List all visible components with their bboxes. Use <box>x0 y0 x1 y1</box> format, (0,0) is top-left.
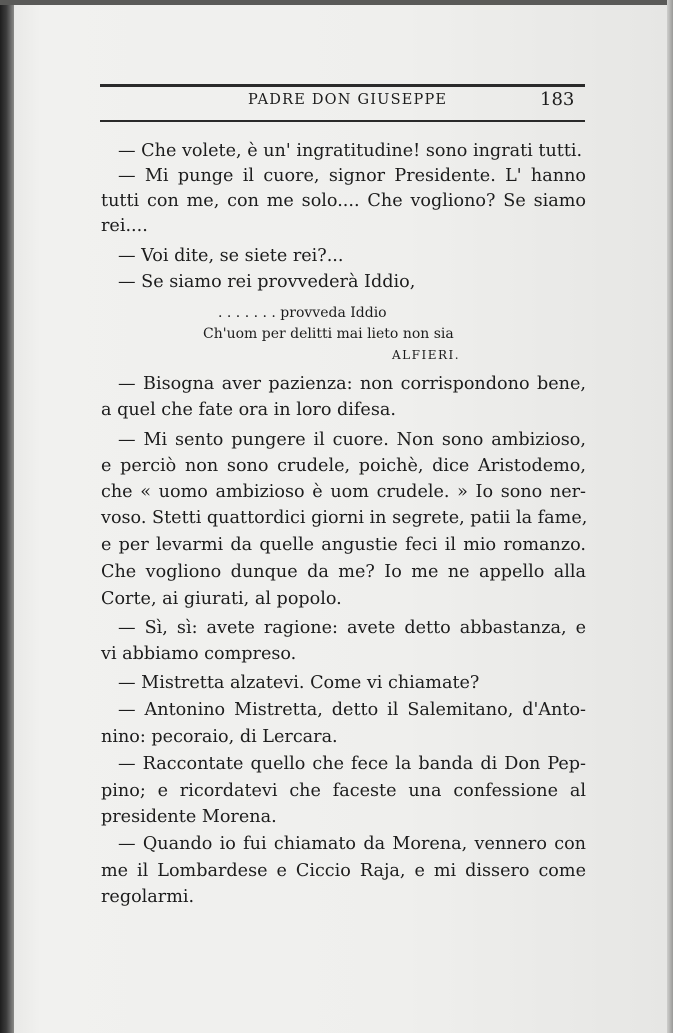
quote-line: . . . . . . . provveda Iddio <box>218 305 387 321</box>
page-top-edge <box>0 0 673 5</box>
text-line: che « uomo ambizioso è uom crudele. » Io sono ner- <box>101 482 586 502</box>
text-line: — Sì, sì: avete ragione: avete detto abbastanza, e <box>118 618 586 638</box>
quote-line: Ch'uom per delitti mai lieto non sia <box>203 326 454 342</box>
text-line: nino: pecoraio, di Lercara. <box>101 727 338 747</box>
text-line: e per levarmi da quelle angustie feci il mio romanzo. <box>101 535 586 555</box>
quote-attribution: ALFIERI. <box>392 348 461 362</box>
text-line: — Bisogna aver pazienza: non corrispondono bene, <box>118 374 586 394</box>
text-line: Che vogliono dunque da me? Io me ne appello alla <box>101 562 586 582</box>
page-number: 183 <box>540 89 575 110</box>
text-line: tutti con me, con me solo.... Che vogliono? Se siamo <box>101 191 586 211</box>
text-line: — Voi dite, se siete rei?... <box>118 246 344 266</box>
text-line: me il Lombardese e Ciccio Raja, e mi dissero come <box>101 861 586 881</box>
text-line: a quel che fate ora in loro difesa. <box>101 400 396 420</box>
text-line: rei.... <box>101 216 148 236</box>
page-right-edge <box>667 0 673 1033</box>
text-line: pino; e ricordatevi che faceste una confessione al <box>101 781 586 801</box>
header-rule-bottom <box>100 120 585 122</box>
book-spine-shadow <box>0 0 14 1033</box>
text-line: presidente Morena. <box>101 807 277 827</box>
running-head: PADRE DON GIUSEPPE <box>248 92 448 108</box>
text-line: regolarmi. <box>101 887 195 907</box>
text-line: — Quando io fui chiamato da Morena, vennero con <box>118 834 586 854</box>
text-line: voso. Stetti quattordici giorni in segrete, patii la fame, <box>101 508 588 528</box>
text-line: — Mi sento pungere il cuore. Non sono ambizioso, <box>118 430 586 450</box>
text-line: — Raccontate quello che fece la banda di Don Pep- <box>118 754 586 774</box>
text-line: — Se siamo rei provvederà Iddio, <box>118 272 416 292</box>
text-line: vi abbiamo compreso. <box>101 644 297 664</box>
text-line: Corte, ai giurati, al popolo. <box>101 589 342 609</box>
text-line: — Mi punge il cuore, signor Presidente. L' hanno <box>118 166 586 186</box>
text-line: — Antonino Mistretta, detto il Salemitano, d'Anto- <box>118 700 586 720</box>
text-line: — Che volete, è un' ingratitudine! sono ingrati tutti. <box>118 141 583 161</box>
text-line: — Mistretta alzatevi. Come vi chiamate? <box>118 673 480 693</box>
header-rule-top <box>100 84 585 87</box>
text-line: e perciò non sono crudele, poichè, dice Aristodemo, <box>101 456 586 476</box>
